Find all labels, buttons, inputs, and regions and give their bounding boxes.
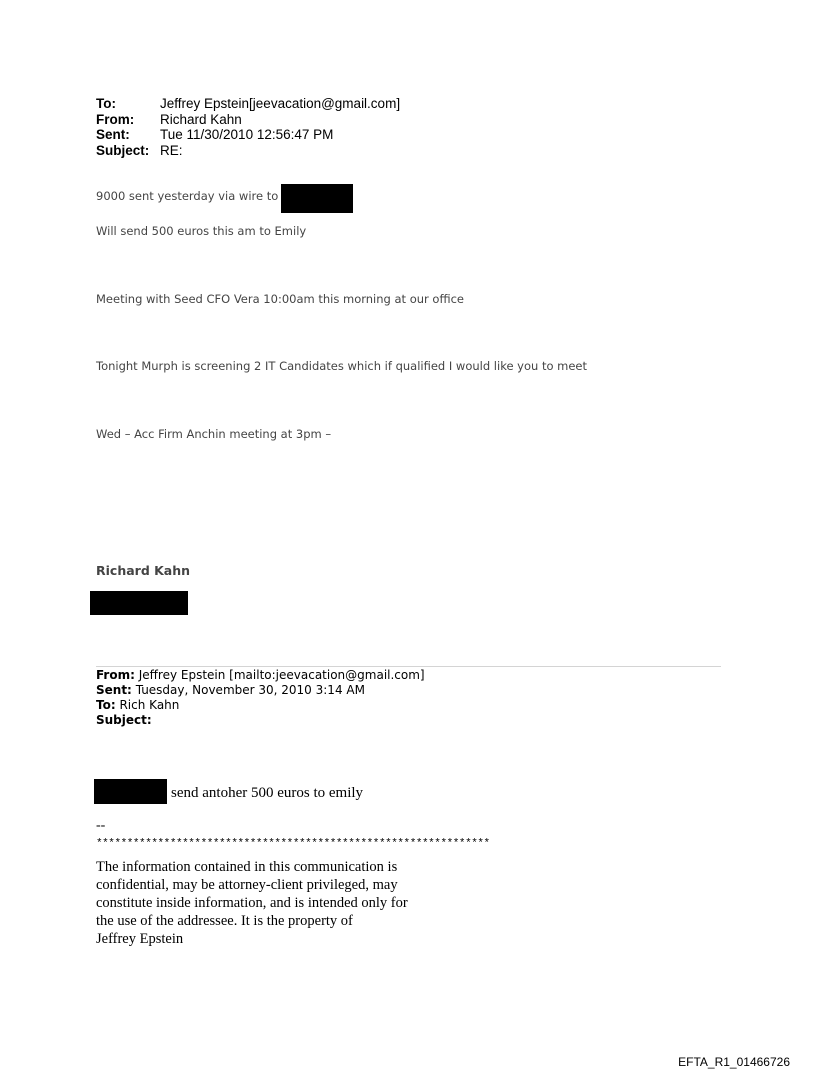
from-row bbox=[96, 112, 400, 128]
disclaimer-line: confidential, may be attorney-client privileged, may bbox=[96, 877, 398, 893]
quoted-sent-value: Tuesday, November 30, 2010 3:14 AM bbox=[135, 683, 365, 697]
quoted-from-label: From: bbox=[96, 668, 135, 682]
from-value: Richard Kahn bbox=[160, 111, 242, 127]
sent-label: Sent: bbox=[96, 127, 130, 142]
email-header bbox=[96, 96, 400, 158]
to-label: To: bbox=[96, 96, 116, 111]
to-row bbox=[96, 96, 400, 112]
to-value: Jeffrey Epstein[jeevacation@gmail.com] bbox=[160, 96, 401, 111]
quoted-to-value: Rich Kahn bbox=[119, 698, 180, 712]
body-line-acc-firm: Wed – Acc Firm Anchin meeting at 3pm – bbox=[96, 427, 332, 441]
subject-value: RE: bbox=[160, 142, 183, 158]
disclaimer-line: The information contained in this communication is bbox=[96, 859, 398, 875]
quoted-header bbox=[96, 668, 425, 728]
sent-value: Tue 11/30/2010 12:56:47 PM bbox=[160, 127, 334, 142]
subject-row bbox=[96, 143, 400, 159]
body-line-meeting: Meeting with Seed CFO Vera 10:00am this morning at our office bbox=[96, 292, 464, 306]
signature-name: Richard Kahn bbox=[96, 563, 191, 578]
sent-row bbox=[96, 127, 400, 143]
quoted-to-label: To: bbox=[96, 698, 116, 712]
body-line-wire: 9000 sent yesterday via wire to bbox=[96, 189, 279, 203]
subject-label: Subject: bbox=[96, 142, 150, 158]
quote-divider bbox=[96, 666, 721, 667]
redaction-box bbox=[90, 591, 188, 615]
quoted-from-row bbox=[96, 668, 425, 683]
disclaimer-line: Jeffrey Epstein bbox=[96, 931, 184, 947]
from-label: From: bbox=[96, 111, 135, 127]
redaction-box bbox=[281, 184, 353, 213]
disclaimer-line: constitute inside information, and is intended only for bbox=[96, 895, 408, 911]
document-id: EFTA_R1_01466726 bbox=[678, 1055, 790, 1069]
signature-dash: -- bbox=[96, 818, 106, 833]
disclaimer-line: the use of the addressee. It is the property of bbox=[96, 913, 353, 929]
asterisk-rule: **************************************************************** bbox=[96, 838, 490, 850]
quoted-sent-row bbox=[96, 683, 425, 698]
disclaimer bbox=[96, 858, 408, 948]
quoted-subject-row bbox=[96, 713, 425, 728]
body-line-candidates: Tonight Murph is screening 2 IT Candidates which if qualified I would like you to meet bbox=[96, 359, 588, 373]
quoted-to-row bbox=[96, 698, 425, 713]
quoted-from-value: Jeffrey Epstein [mailto:jeevacation@gmail.com] bbox=[138, 668, 425, 682]
quoted-sent-label: Sent: bbox=[96, 683, 132, 697]
body-line-euros: Will send 500 euros this am to Emily bbox=[96, 224, 307, 238]
quoted-message: send antoher 500 euros to emily bbox=[171, 785, 364, 801]
quoted-subject-label: Subject: bbox=[96, 713, 152, 727]
redaction-box bbox=[94, 779, 167, 804]
